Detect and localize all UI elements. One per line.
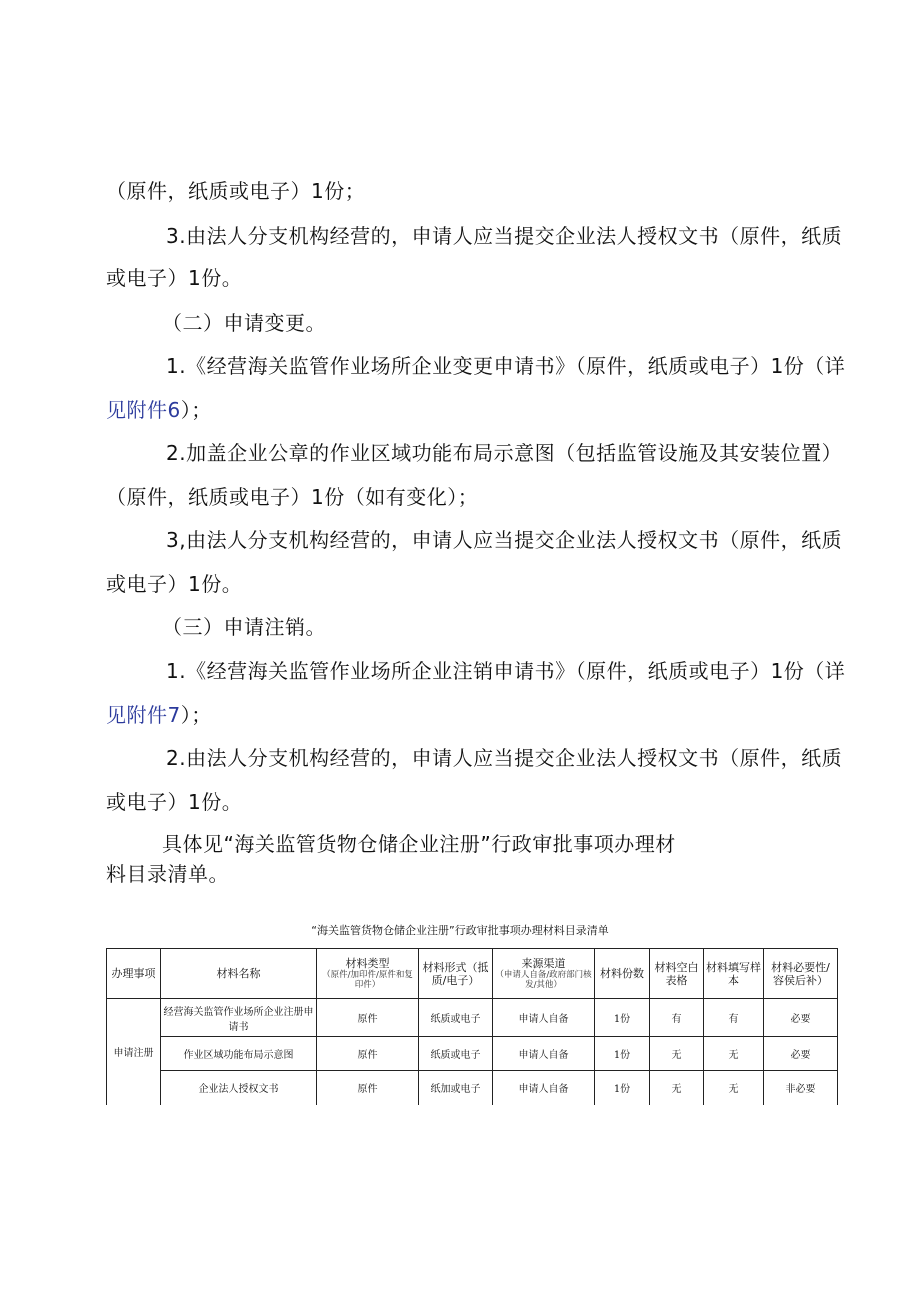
table-title: “海关监管货物仓储企业注册”行政审批事项办理材料目录清单 bbox=[311, 924, 609, 937]
header-cell: 材料必要性/容侯后补） bbox=[764, 949, 838, 999]
table-row bbox=[107, 1071, 838, 1105]
materials-table bbox=[106, 948, 838, 1105]
table-cell: 1份 bbox=[595, 999, 650, 1037]
table-cell: 作业区域功能布局示意图 bbox=[161, 1037, 317, 1071]
attachment-link[interactable]: 见附件7 bbox=[106, 703, 181, 727]
line-text: 或电子）1份。 bbox=[106, 790, 243, 814]
paragraph-line bbox=[166, 659, 845, 683]
paragraph-line bbox=[162, 832, 676, 856]
line-text: 具体见“海关监管货物仓储企业注册”行政审批事项办理材 bbox=[162, 832, 676, 856]
table-cell: 必要 bbox=[764, 1037, 838, 1071]
line-text: （三）申请注销。 bbox=[162, 615, 326, 639]
paragraph-line bbox=[106, 862, 229, 886]
table-cell: 1份 bbox=[595, 1071, 650, 1105]
table-cell: 申请人自备 bbox=[493, 1037, 595, 1071]
line-text: ）； bbox=[180, 703, 212, 727]
table-cell: 有 bbox=[704, 999, 764, 1037]
paragraph-line bbox=[166, 441, 842, 465]
table-cell: 原件 bbox=[317, 1071, 419, 1105]
table-row bbox=[107, 1037, 838, 1071]
header-cell: 材料份数 bbox=[595, 949, 650, 999]
header-cell: 材料填写样本 bbox=[704, 949, 764, 999]
paragraph-line bbox=[106, 398, 212, 422]
paragraph-line bbox=[166, 224, 842, 248]
table-cell: 申请人自备 bbox=[493, 1071, 595, 1105]
paragraph-line bbox=[166, 746, 842, 770]
table-cell: 纸加或电子 bbox=[419, 1071, 493, 1105]
table-cell: 必要 bbox=[764, 999, 838, 1037]
header-cell: 材料空白表格 bbox=[650, 949, 704, 999]
table-cell: 纸质或电子 bbox=[419, 1037, 493, 1071]
header-cell: 材料名称 bbox=[161, 949, 317, 999]
table-cell: 无 bbox=[704, 1071, 764, 1105]
line-text: 或电子）1份。 bbox=[106, 572, 243, 596]
line-text: （原件，纸质或电子）1份； bbox=[106, 179, 366, 203]
table-cell: 无 bbox=[704, 1037, 764, 1071]
line-text: 2.由法人分支机构经营的，申请人应当提交企业法人授权文书（原件，纸质 bbox=[166, 746, 843, 770]
section-heading bbox=[162, 311, 326, 335]
table-cell: 纸质或电子 bbox=[419, 999, 493, 1037]
line-text: （原件，纸质或电子）1份（如有变化）； bbox=[106, 485, 479, 509]
attachment-link[interactable]: 见附件6 bbox=[106, 398, 181, 422]
paragraph-line bbox=[106, 485, 478, 509]
line-text: 2.加盖企业公章的作业区域功能布局示意图（包括监管设施及其安装位置） bbox=[166, 441, 843, 465]
paragraph-line bbox=[106, 266, 242, 290]
header-cell: 来源渠道 （申请人自备/政府部门核发/其他） bbox=[493, 949, 595, 999]
paragraph-line bbox=[166, 354, 845, 378]
table-cell: 原件 bbox=[317, 1037, 419, 1071]
table-cell: 无 bbox=[650, 1037, 704, 1071]
table-cell: 非必要 bbox=[764, 1071, 838, 1105]
table-header-row bbox=[107, 949, 838, 999]
line-text: ）； bbox=[180, 398, 212, 422]
group-cell: 申请注册 bbox=[107, 999, 161, 1105]
line-text: 3.由法人分支机构经营的，申请人应当提交企业法人授权文书（原件，纸质 bbox=[166, 224, 843, 248]
table-cell: 申请人自备 bbox=[493, 999, 595, 1037]
table-cell: 有 bbox=[650, 999, 704, 1037]
section-heading bbox=[162, 615, 326, 639]
table-cell: 无 bbox=[650, 1071, 704, 1105]
paragraph-line bbox=[106, 572, 242, 596]
table-cell: 原件 bbox=[317, 999, 419, 1037]
line-text: 或电子）1份。 bbox=[106, 266, 243, 290]
paragraph-line bbox=[106, 179, 365, 203]
table-row bbox=[107, 999, 838, 1037]
line-text: （二）申请变更。 bbox=[162, 311, 326, 335]
paragraph-line bbox=[106, 703, 212, 727]
table-cell: 企业法人授权文书 bbox=[161, 1071, 317, 1105]
table-cell: 经营海关监管作业场所企业注册申请书 bbox=[161, 999, 317, 1037]
paragraph-line bbox=[106, 790, 242, 814]
line-text: 1.《经营海关监管作业场所企业注销申请书》（原件，纸质或电子）1份（详 bbox=[166, 659, 846, 683]
header-cell: 材料形式（抵质/电子） bbox=[419, 949, 493, 999]
header-cell: 办理事项 bbox=[107, 949, 161, 999]
line-text: 料目录清单。 bbox=[106, 862, 229, 886]
table-cell: 1份 bbox=[595, 1037, 650, 1071]
line-text: 3,由法人分支机构经营的，申请人应当提交企业法人授权文书（原件，纸质 bbox=[166, 528, 843, 552]
header-cell: 材料类型 （原件/加印件/原件和复印件） bbox=[317, 949, 419, 999]
paragraph-line bbox=[166, 528, 842, 552]
line-text: 1.《经营海关监管作业场所企业变更申请书》（原件，纸质或电子）1份（详 bbox=[166, 354, 846, 378]
